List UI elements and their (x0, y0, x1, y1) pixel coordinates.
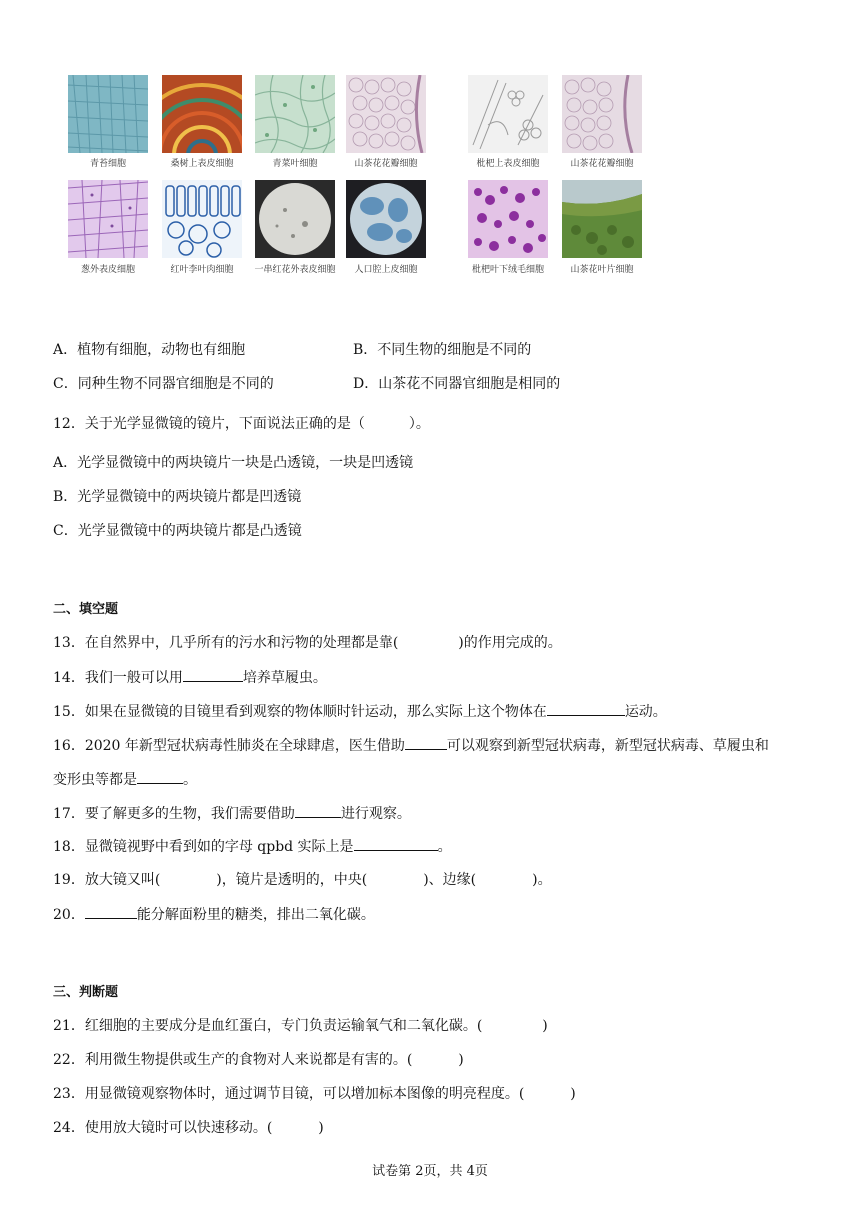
q12-option-a: A．光学显微镜中的两块镜片一块是凸透镜，一块是凹透镜 (53, 455, 414, 471)
figure-caption: 一串红花外表皮细胞 (254, 265, 336, 275)
plum-leaf-mesophyll-image (162, 180, 242, 258)
q14-text-end: 培养草履虫。 (242, 670, 327, 686)
q12-option-b: B．光学显微镜中的两块镜片都是凹透镜 (53, 489, 302, 505)
q19-text: 19．放大镜又叫( (53, 872, 161, 888)
figure-caption: 红叶李叶肉细胞 (170, 265, 234, 275)
figure-caption: 青苔细胞 (89, 159, 126, 169)
figure-caption: 葱外表皮细胞 (80, 265, 135, 275)
q12-option-c: C．光学显微镜中的两块镜片都是凸透镜 (53, 523, 302, 539)
q12-stem-text: 12．关于光学显微镜的镜片，下面说法正确的是（ (53, 416, 365, 432)
q11-option-a: A．植物有细胞，动物也有细胞 (53, 342, 246, 358)
figure-caption: 枇杷叶下绒毛细胞 (471, 265, 544, 275)
q17-text-end: 进行观察。 (340, 806, 411, 822)
section-title-fill-blank: 二、填空题 (53, 602, 119, 617)
answer-blank[interactable] (183, 667, 243, 682)
q12-stem-end: ）。 (408, 416, 430, 432)
figure-caption: 人口腔上皮细胞 (354, 265, 418, 275)
answer-blank[interactable] (137, 769, 183, 784)
q16-text-cont: 变形虫等都是 (53, 772, 137, 788)
figure-caption: 青菜叶细胞 (272, 159, 318, 169)
q15-text-end: 运动。 (624, 704, 667, 720)
q15-text: 15．如果在显微镜的目镜里看到观察的物体顺时针运动，那么实际上这个物体在 (53, 704, 547, 720)
q16-text-mid: 可以观察到新型冠状病毒，新型冠状病毒、草履虫和 (446, 738, 769, 754)
q15 (53, 701, 667, 722)
q16-text: 16．2020 年新型冠状病毒性肺炎在全球肆虐，医生借助 (53, 738, 405, 754)
page-footer: 试卷第 2页，共 4页 (372, 1164, 488, 1179)
q16-line2 (53, 769, 197, 790)
figure-caption: 山茶花花瓣细胞 (570, 159, 634, 169)
q18-text-end: 。 (437, 839, 452, 855)
q23-text: 23．用显微镜观察物体时，通过调节目镜，可以增加标本图像的明亮程度。( (53, 1086, 525, 1102)
q14-text: 14．我们一般可以用 (53, 670, 183, 686)
q18 (53, 836, 452, 857)
q21 (53, 1016, 548, 1036)
section-title-true-false: 三、判断题 (53, 985, 119, 1000)
q17 (53, 803, 411, 824)
cheek-epithelium-image (346, 180, 426, 258)
q13-text-end: )的作用完成的。 (458, 635, 562, 651)
q20-text: 20． (53, 907, 85, 923)
q11-option-d: D．山茶花不同器官细胞是相同的 (353, 376, 561, 392)
figure-caption: 山茶花叶片细胞 (570, 265, 634, 275)
q11-option-b: B．不同生物的细胞是不同的 (353, 342, 532, 358)
figure-caption: 桑树上表皮细胞 (170, 159, 234, 169)
q24-paren: ) (318, 1120, 324, 1136)
q19-text-2: )，镜片是透明的，中央( (216, 872, 368, 888)
q19-text-end: )。 (532, 872, 552, 888)
figure-caption: 山茶花花瓣细胞 (354, 159, 418, 169)
onion-epidermis-image (68, 180, 148, 258)
loquat-epidermis-image (468, 75, 548, 153)
answer-blank[interactable] (295, 803, 341, 818)
mulberry-epidermis-image (162, 75, 242, 153)
q22-text: 22．利用微生物提供或生产的食物对人来说都是有害的。( (53, 1052, 413, 1068)
q22 (53, 1050, 464, 1070)
camellia-petal-cell-image-2 (562, 75, 642, 153)
q14 (53, 667, 327, 688)
q11-option-c: C．同种生物不同器官细胞是不同的 (53, 376, 274, 392)
q21-text: 21．红细胞的主要成分是血红蛋白，专门负责运输氧气和二氧化碳。( (53, 1018, 483, 1034)
q18-text: 18．显微镜视野中看到如的字母 qpbd 实际上是 (53, 839, 354, 855)
q22-paren: ) (458, 1052, 464, 1068)
moss-cell-image (68, 75, 148, 153)
salvia-epidermis-image (255, 180, 335, 258)
figure-caption: 枇杷上表皮细胞 (476, 159, 540, 169)
q20-text-end: 能分解面粉里的糖类，排出二氧化碳。 (136, 907, 375, 923)
q19-text-3: )、边缘( (423, 872, 477, 888)
q19 (53, 870, 552, 890)
loquat-trichome-image (468, 180, 548, 258)
q13-text: 13．在自然界中，几乎所有的污水和污物的处理都是靠( (53, 635, 399, 651)
q24-text: 24．使用放大镜时可以快速移动。( (53, 1120, 273, 1136)
answer-blank[interactable] (405, 735, 447, 750)
q20 (53, 904, 375, 925)
cabbage-leaf-cell-image (255, 75, 335, 153)
answer-blank[interactable] (85, 904, 137, 919)
q24 (53, 1118, 324, 1138)
q16-line1 (53, 735, 769, 756)
camellia-petal-cell-image (346, 75, 426, 153)
q17-text: 17．要了解更多的生物，我们需要借助 (53, 806, 295, 822)
answer-blank[interactable] (547, 701, 625, 716)
answer-blank[interactable] (354, 836, 438, 851)
camellia-leaf-cell-image (562, 180, 642, 258)
q21-paren: ) (542, 1018, 548, 1034)
q23-paren: ) (570, 1086, 576, 1102)
q23 (53, 1084, 576, 1104)
q13 (53, 633, 562, 653)
q12-stem (53, 414, 430, 434)
q16-text-end: 。 (183, 772, 197, 788)
